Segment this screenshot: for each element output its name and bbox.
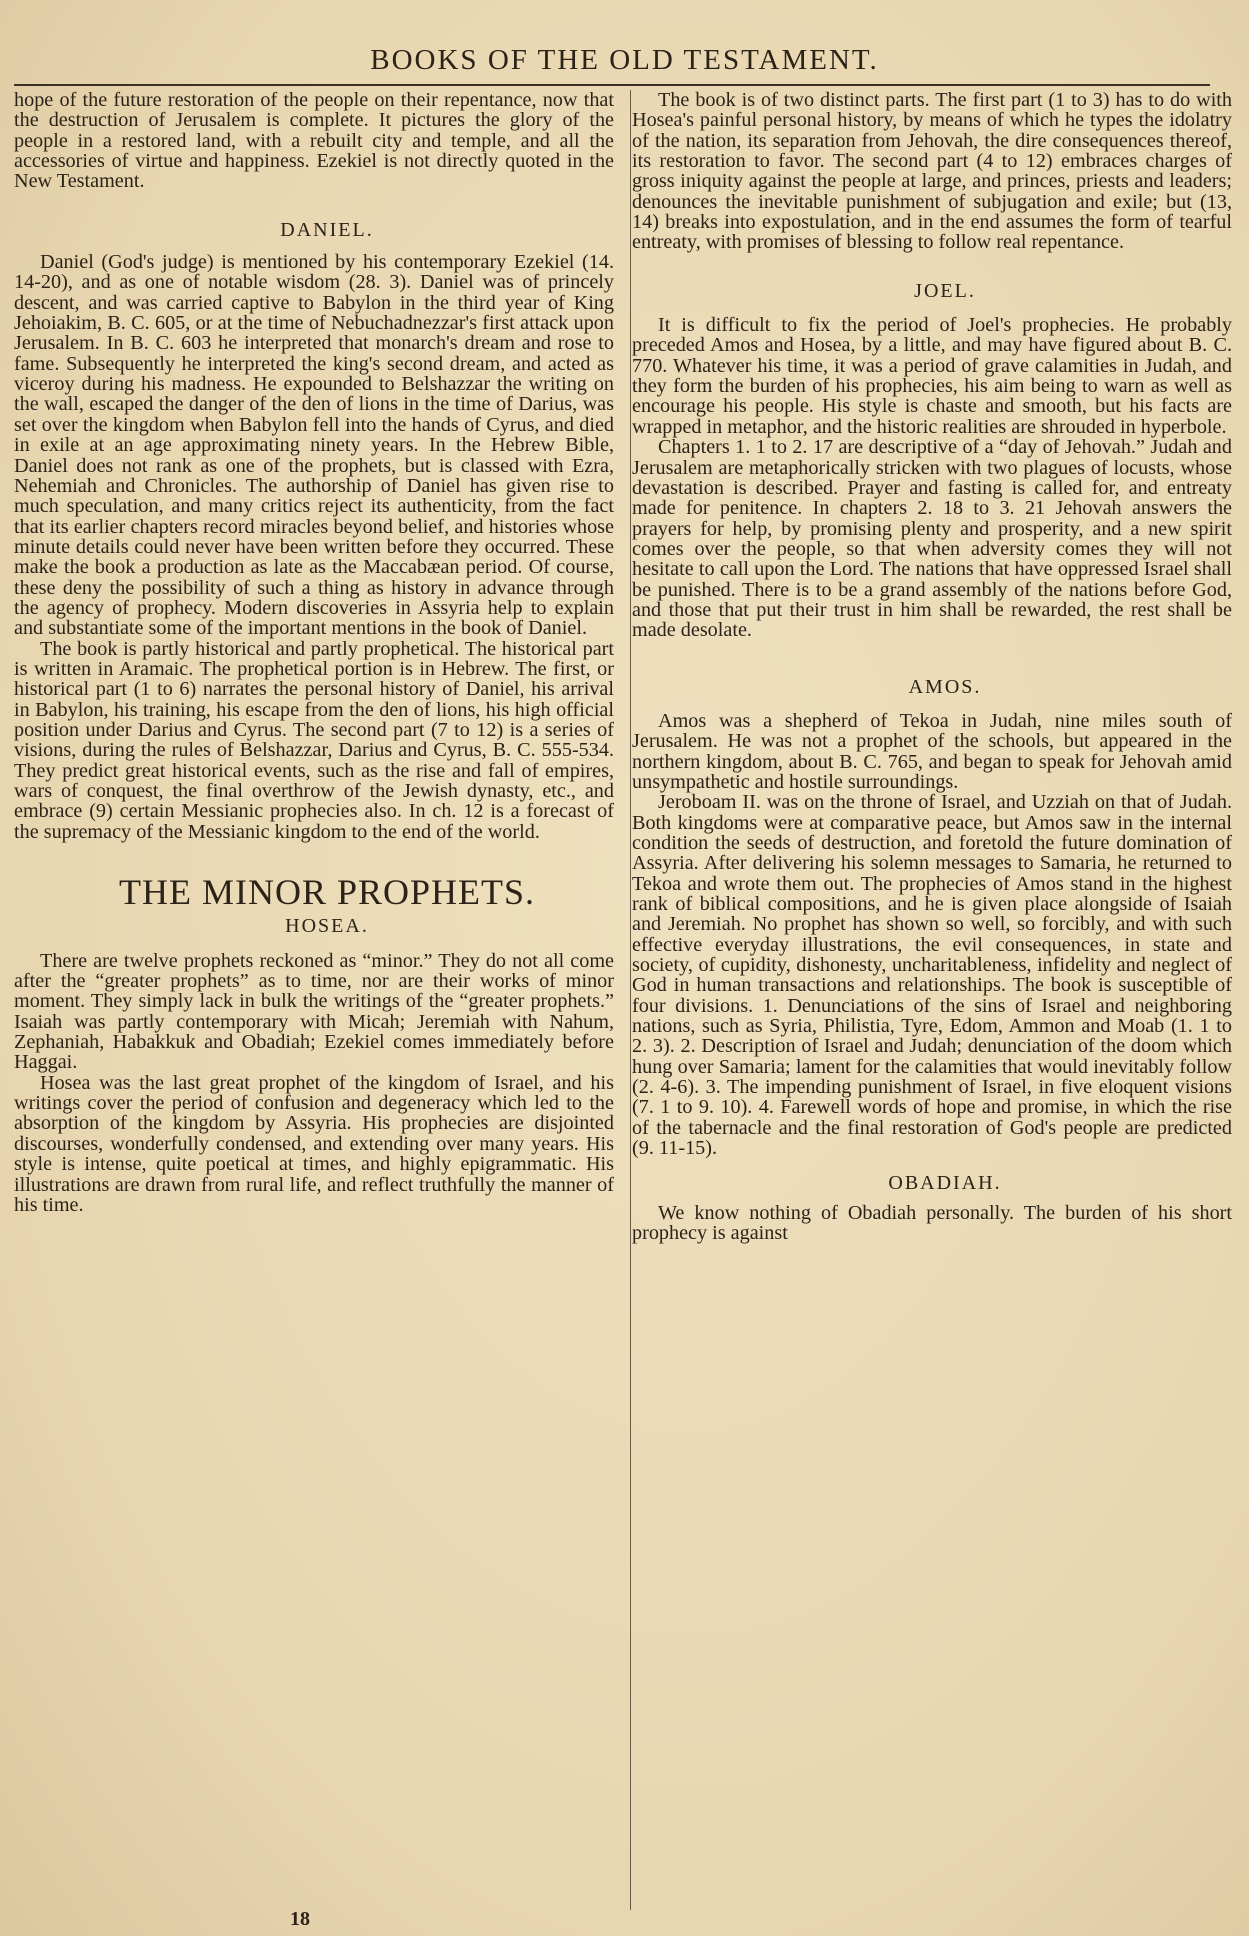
- paragraph: Jeroboam II. was on the throne of Israel, and Uzziah on that of Judah. Both kingdoms were at comparative peace, but Amos saw in the internal condition the seeds of destruction, and foretold the future domination of Assyria. After delivering his solemn messages to Samaria, he returned to Tekoa and wrote them out. The prophecies of Amos stand in the highest rank of biblical compositions, and he is given place alongside of Isaiah and Jeremiah. No prophet has shown so well, so forcibly, and with such effective everyday illustrations, the evil consequences, in state and society, of cupidity, dishonesty, uncharitableness, infidelity and neglect of God in human transactions and relationships. The book is susceptible of four divisions. 1. Denunciations of the sins of Israel and neighboring nations, such as Syria, Philistia, Tyre, Edom, Ammon and Moab (1. 1 to 2. 3). 2. Description of Israel and Judah; denunciation of the doom which hung over Samaria; lament for the calamities that would inevitably follow (2. 4-6). 3. The impending punishment of Israel, in five eloquent visions (7. 1 to 9. 10). 4. Farewell words of hope and promise, in which the rise of the tabernacle and the final restoration of God's people are predicted (9. 11-15).: [632, 791, 1232, 1160]
- paragraph: Daniel (God's judge) is mentioned by his contemporary Ezekiel (14. 14-20), and as one of notable wisdom (28. 3). Daniel was of princely descent, and was carried captive to Babylon in the third year of King Jehoiakim, B. C. 605, or at the time of Nebuchadnezzar's first attack upon Jerusalem. In B. C. 603 he interpreted that monarch's dream and rose to fame. Subsequently he interpreted the king's second dream, and acted as viceroy during his madness. He expounded to Belshazzar the writing on the wall, escaped the danger of the den of lions in the time of Darius, was set over the kingdom when Babylon fell into the hands of Cyrus, and died in exile at an age approximating ninety years. In the Hebrew Bible, Daniel does not rank as one of the prophets, but is classed with Ezra, Nehemiah and Chronicles. The authorship of Daniel has given rise to much speculation, and many critics reject its authenticity, from the fact that its earlier chapters record miracles beyond belief, and histories whose minute details could never have been written before they occurred. These make the book a production as late as the Maccabæan period. Of course, these deny the possibility of such a thing as history in advance through the agency of prophecy. Modern discoveries in Assyria help to explain and substantiate some of the important mentions in the book of Daniel.: [14, 251, 614, 640]
- header-rule: [14, 84, 1210, 86]
- page-number: 18: [290, 1908, 310, 1930]
- section-heading-amos: AMOS.: [908, 675, 982, 698]
- left-column: [14, 90, 614, 1215]
- paragraph: Hosea was the last great prophet of the kingdom of Israel, and his writings cover the period of confusion and degeneracy which led to the absorption of the kingdom by Assyria. His prophecies are disjointed discourses, wonderfully condensed, and extending over many years. His style is intense, quite poetical at times, and highly epigrammatic. His illustrations are drawn from rural life, and reflect truthfully the manner of his time.: [14, 1071, 614, 1216]
- right-column: [632, 90, 1232, 1244]
- section-heading-daniel: DANIEL.: [280, 218, 374, 241]
- section-heading-minor-prophets: THE MINOR PROPHETS.: [118, 872, 536, 913]
- running-head-title: BOOKS OF THE OLD TESTAMENT.: [370, 44, 879, 76]
- paragraph: hope of the future restoration of the people on their repentance, now that the destruction of Jerusalem is complete. It pictures the glory of the people in a restored land, with a rebuilt city and temple, and all the accessories of virtue and happiness. Ezekiel is not directly quoted in the New Testament.: [14, 89, 614, 193]
- section-heading-hosea: HOSEA.: [285, 915, 369, 938]
- paragraph: Chapters 1. 1 to 2. 17 are descriptive of a “day of Jehovah.” Judah and Jerusalem are metaphorically stricken with two plagues of locusts, whose devastation is described. Prayer and fasting is called for, and entreaty made for penitence. In chapters 2. 18 to 3. 21 Jehovah answers the prayers for help, by promising plenty and prosperity, and a new spirit comes over the people, so that when adversity comes they will not hesitate to call upon the Lord. The nations that have oppressed Israel shall be punished. There is to be a grand assembly of the nations before God, and those that put their trust in him shall be rewarded, the rest shall be made desolate.: [632, 436, 1232, 642]
- paragraph: There are twelve prophets reckoned as “minor.” They do not all come after the “greater prophets” as to time, nor are their works of minor moment. They simply lack in bulk the writings of the “greater prophets.” Isaiah was partly contemporary with Micah; Jeremiah with Nahum, Zephaniah, Habakkuk and Obadiah; Ezekiel comes immediately before Haggai.: [14, 949, 614, 1074]
- paragraph: Amos was a shepherd of Tekoa in Judah, nine miles south of Jerusalem. He was not a prophet of the schools, but appeared in the northern kingdom, about B. C. 765, and began to speak for Jehovah amid unsympathetic and hostile surroundings.: [632, 709, 1232, 793]
- section-heading-obadiah: OBADIAH.: [888, 1171, 1002, 1194]
- paragraph: We know nothing of Obadiah personally. The burden of his short prophecy is against: [632, 1201, 1232, 1245]
- column-divider: [630, 90, 631, 1910]
- paragraph: The book is partly historical and partly prophetical. The historical part is written in Aramaic. The prophetical portion is in Hebrew. The first, or historical part (1 to 6) narrates the personal history of Daniel, his arrival in Babylon, his training, his escape from the den of lions, his high official position under Darius and Cyrus. The second part (7 to 12) is a series of visions, during the rules of Belshazzar, Darius and Cyrus, B. C. 555-534. They predict great historical events, such as the rise and fall of empires, wars of conquest, the final overthrow of the Jewish dynasty, etc., and embrace (9) certain Messianic prophecies also. In ch. 12 is a forecast of the supremacy of the Messianic kingdom to the end of the world.: [14, 637, 614, 843]
- paragraph: It is difficult to fix the period of Joel's prophecies. He probably preceded Amos and Hosea, by a little, and may have figured about B. C. 770. Whatever his time, it was a period of grave calamities in Judah, and they form the burden of his prophecies, his aim being to warn as well as encourage his people. His style is chaste and smooth, but his facts are wrapped in metaphor, and the historic realities are shrouded in hyperbole.: [632, 314, 1232, 438]
- paragraph: The book is of two distinct parts. The first part (1 to 3) has to do with Hosea's painful personal history, by means of which he types the idolatry of the nation, its separation from Jehovah, the dire consequences thereof, its restoration to favor. The second part (4 to 12) embraces charges of gross iniquity against the people at large, and princes, priests and leaders; denounces the inevitable punishment of subjugation and exile; but (13, 14) breaks into expostulation, and in the end assumes the form of tearful entreaty, with promises of blessing to follow real repentance.: [632, 89, 1232, 254]
- section-heading-joel: JOEL.: [914, 279, 976, 302]
